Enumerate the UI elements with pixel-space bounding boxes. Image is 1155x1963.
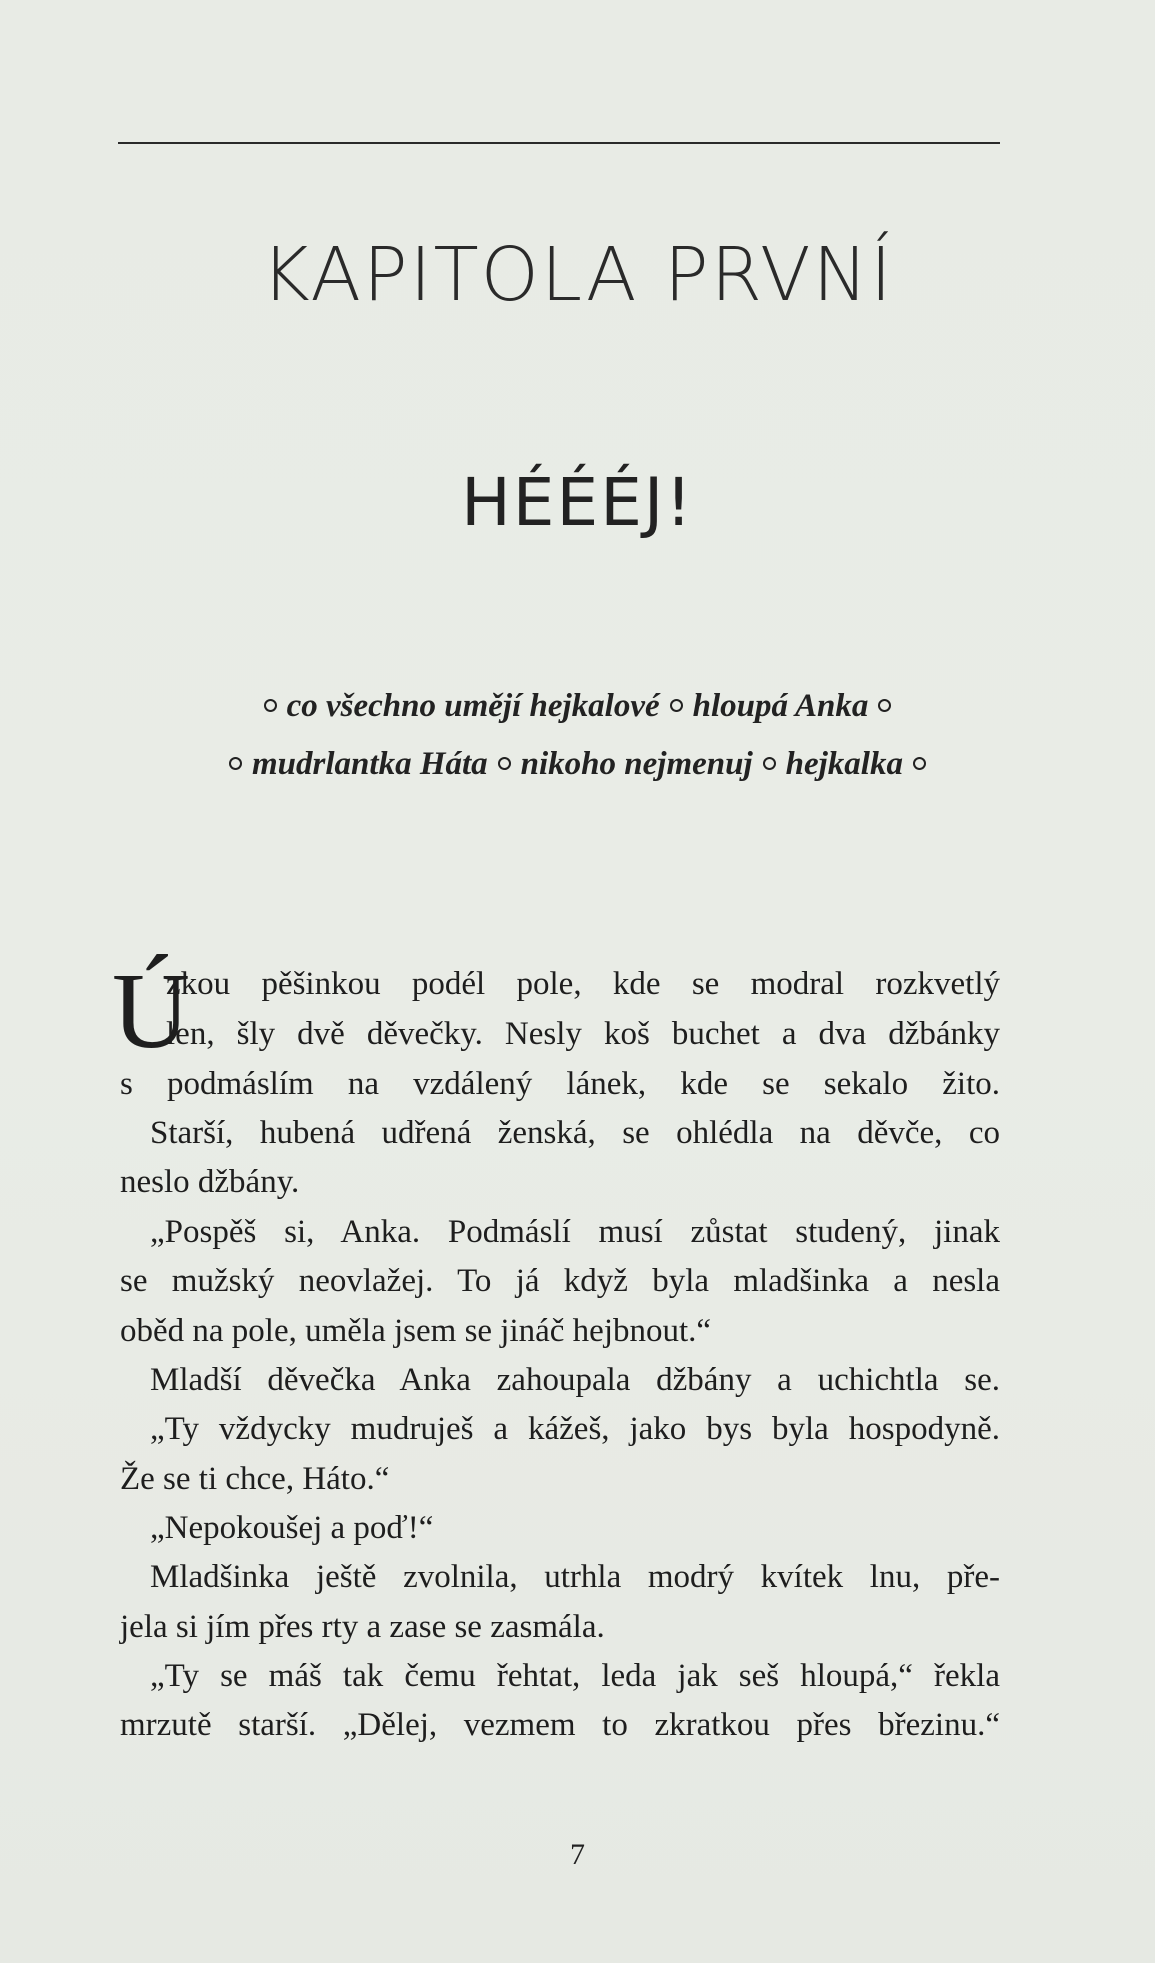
synopsis-item: hejkalka <box>785 746 903 782</box>
chapter-synopsis-line-2 <box>0 748 1155 781</box>
top-rule <box>118 142 1000 144</box>
chapter-label: KAPITOLA PRVNÍ <box>261 232 894 318</box>
body-line: „Pospěš si, Anka. Podmáslí musí zůstat studený, jinak <box>150 1214 1000 1250</box>
body-line: neslo džbány. <box>120 1164 300 1200</box>
body-line: s podmáslím na vzdálený lánek, kde se sekalo žito. <box>120 1066 1000 1102</box>
body-line: „Ty vždycky mudruješ a kážeš, jako bys byla hospodyně. <box>150 1411 1000 1447</box>
bullet-icon <box>913 757 926 770</box>
body-line: Že se ti chce, Háto.“ <box>120 1461 390 1497</box>
body-line: zkou pěšinkou podél pole, kde se modral rozkvetlý <box>166 966 1000 1002</box>
body-line: „Ty se máš tak čemu řehtat, leda jak seš hloupá,“ řekla <box>150 1658 1000 1694</box>
page-number: 7 <box>570 1838 585 1871</box>
bullet-icon <box>229 757 242 770</box>
chapter-synopsis-line-1 <box>0 690 1155 723</box>
synopsis-item: co všechno umějí hejkalové <box>286 688 660 724</box>
drop-cap: Ú <box>112 952 190 1071</box>
body-line: oběd na pole, uměla jsem se jináč hejbnout.“ <box>120 1313 712 1349</box>
body-line: Mladšinka ještě zvolnila, utrhla modrý kvítek lnu, pře- <box>150 1559 1000 1595</box>
body-line: mrzutě starší. „Dělej, vezmem to zkratkou přes březinu.“ <box>120 1707 1000 1743</box>
chapter-title: HÉÉÉJ! <box>461 464 694 541</box>
bullet-icon <box>670 699 683 712</box>
body-line: se mužský neovlažej. To já když byla mladšinka a nesla <box>120 1263 1000 1299</box>
body-line: Mladší děvečka Anka zahoupala džbány a uchichtla se. <box>150 1362 1000 1398</box>
body-line: „Nepokoušej a poď!“ <box>150 1510 434 1546</box>
synopsis-item: nikoho nejmenuj <box>520 746 753 782</box>
body-line: jela si jím přes rty a zase se zasmála. <box>120 1609 605 1645</box>
synopsis-item: hloupá Anka <box>692 688 869 724</box>
body-line: len, šly dvě děvečky. Nesly koš buchet a dva džbánky <box>166 1016 1000 1052</box>
bullet-icon <box>763 757 776 770</box>
synopsis-item: mudrlantka Háta <box>252 746 488 782</box>
bullet-icon <box>498 757 511 770</box>
bullet-icon <box>878 699 891 712</box>
body-line: Starší, hubená udřená ženská, se ohlédla na děvče, co <box>150 1115 1000 1151</box>
bullet-icon <box>264 699 277 712</box>
